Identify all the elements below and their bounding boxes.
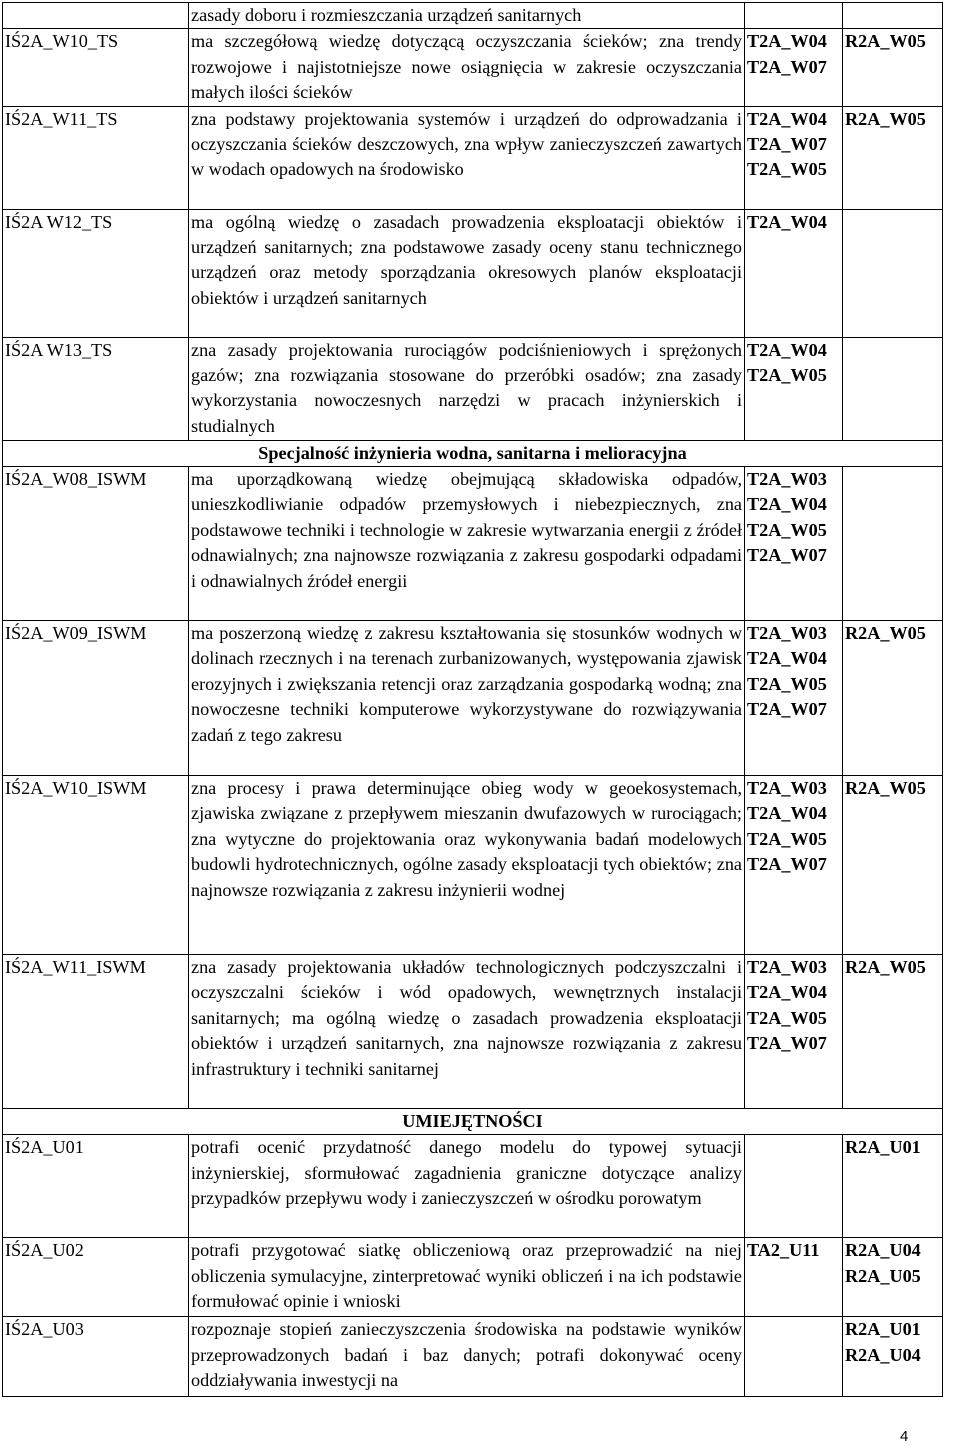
agricultural-outcome-refs [843, 106, 943, 209]
agricultural-outcome-ref: R2A_W05 [845, 778, 926, 799]
section-title: Specjalność inżynieria wodna, sanitarna i melioracyjna [258, 442, 687, 463]
section-title: UMIEJĘTNOŚCI [402, 1111, 543, 1132]
technical-outcome-ref: T2A_W05 [747, 1007, 827, 1028]
agricultural-outcome-refs [843, 337, 943, 440]
technical-outcome-ref: T2A_W04 [747, 982, 827, 1003]
technical-outcome-refs [745, 337, 843, 440]
page-number: 4 [900, 1428, 909, 1445]
agricultural-outcome-ref: R2A_U04 [845, 1240, 921, 1261]
technical-outcome-ref: T2A_W07 [747, 854, 827, 875]
technical-outcome-refs [745, 209, 843, 337]
technical-outcome-ref: T2A_W05 [747, 519, 827, 540]
technical-outcome-ref: T2A_W04 [747, 803, 827, 824]
outcome-description: zna procesy i prawa determinujące obieg wody w geoekosystemach, zjawiska związane z przepływem mieszanin dwufazowych w rurociągach; zna wytyczne do projektowania oraz wykonywania badań modelowych budowli hydrotechnicznych, ogólne zasady eksploatacji tych obiektów; zna najnowsze rozwiązania z zakresu inżynierii wodnej [189, 776, 745, 955]
outcome-description: potrafi przygotować siatkę obliczeniową oraz przeprowadzić na niej obliczenia symulacyjne, zinterpretować wyniki obliczeń i na ich podstawie formułować opinie i wnioski [189, 1238, 745, 1317]
agricultural-outcome-ref: R2A_U01 [845, 1137, 921, 1158]
outcome-description: ma poszerzoną wiedzę z zakresu kształtowania się stosunków wodnych w dolinach rzecznych i na terenach zurbanizowanych, występowania zjawisk erozyjnych i zwiększania retencji oraz zarządzania gospodarką wodną; zna nowoczesne techniki komputerowe wykorzystywane do rozwiązywania zadań z tego zakresu [189, 621, 745, 776]
technical-outcome-refs [745, 106, 843, 209]
table-row [3, 209, 943, 337]
technical-outcome-refs [745, 1238, 843, 1317]
outcome-code: IŚ2A_W10_TS [3, 29, 189, 106]
outcome-description: potrafi ocenić przydatność danego modelu do typowej sytuacji inżynierskiej, sformułować zagadnienia graniczne dotyczące analizy przypadków przepływu wody i zanieczyszczeń w ośrodku porowatym [189, 1135, 745, 1238]
technical-outcome-refs [745, 1135, 843, 1238]
table-row [3, 776, 943, 955]
technical-outcome-ref: T2A_W04 [747, 108, 827, 129]
agricultural-outcome-refs [843, 209, 943, 337]
table-row [3, 621, 943, 776]
outcome-description: ma uporządkowaną wiedzę obejmującą składowiska odpadów, unieszkodliwianie odpadów przemysłowych i niebezpiecznych, zna podstawowe techniki i technologie w zakresie wytwarzania energii z źródeł odnawialnych; zna najnowsze rozwiązania z zakresu gospodarki odpadami i odnawialnych źródeł energii [189, 467, 745, 621]
table-row [3, 1135, 943, 1238]
technical-outcome-ref: T2A_W05 [747, 365, 827, 386]
technical-outcome-refs [745, 1317, 843, 1397]
technical-outcome-ref: T2A_W03 [747, 469, 827, 490]
section-header-row [3, 440, 943, 466]
outcome-code: IŚ2A_W10_ISWM [3, 776, 189, 955]
agricultural-outcome-ref: R2A_W05 [845, 31, 926, 52]
agricultural-outcome-ref: R2A_U01 [845, 1319, 921, 1340]
agricultural-outcome-refs [843, 1135, 943, 1238]
outcome-code: IŚ2A W12_TS [3, 209, 189, 337]
technical-outcome-ref: T2A_W05 [747, 159, 827, 180]
technical-outcome-ref: T2A_W03 [747, 778, 827, 799]
agricultural-outcome-refs [843, 621, 943, 776]
table-row [3, 467, 943, 621]
outcome-code: IŚ2A_U01 [3, 1135, 189, 1238]
outcome-description: zna zasady projektowania układów technologicznych podczyszczalni i oczyszczalni ścieków i wód opadowych, wewnętrznych instalacji sanitarnych; ma ogólną wiedzę o zasadach prowadzenia eksploatacji obiektów i urządzeń sanitarnych, zna najnowsze rozwiązania z zakresu infrastruktury i techniki sanitarnej [189, 955, 745, 1109]
outcome-code: IŚ2A_W11_ISWM [3, 955, 189, 1109]
outcome-description: zasady doboru i rozmieszczania urządzeń sanitarnych [189, 3, 745, 29]
technical-outcome-ref: T2A_W03 [747, 623, 827, 644]
agricultural-outcome-refs [843, 467, 943, 621]
outcome-code: IŚ2A_U03 [3, 1317, 189, 1397]
technical-outcome-ref: T2A_W04 [747, 648, 827, 669]
outcome-description: zna podstawy projektowania systemów i urządzeń do odprowadzania i oczyszczania ścieków deszczowych, zna wpływ zanieczyszczeń zawartych w wodach opadowych na środowisko [189, 106, 745, 209]
table-row [3, 3, 943, 29]
technical-outcome-ref: T2A_W07 [747, 699, 827, 720]
technical-outcome-ref: T2A_W03 [747, 957, 827, 978]
agricultural-outcome-refs [843, 3, 943, 29]
agricultural-outcome-ref: R2A_U05 [845, 1265, 921, 1286]
technical-outcome-ref: T2A_W07 [747, 56, 827, 77]
technical-outcome-ref: T2A_W05 [747, 673, 827, 694]
technical-outcome-ref: T2A_W07 [747, 1033, 827, 1054]
technical-outcome-ref: T2A_W04 [747, 211, 827, 232]
outcome-description: ma szczegółową wiedzę dotyczącą oczyszczania ścieków; zna trendy rozwojowe i najistotniejsze nowe osiągnięcia w zakresie oczyszczania małych ilości ścieków [189, 29, 745, 106]
technical-outcome-refs [745, 467, 843, 621]
technical-outcome-refs [745, 955, 843, 1109]
agricultural-outcome-ref: R2A_W05 [845, 623, 926, 644]
table-row [3, 29, 943, 106]
outcome-code [3, 3, 189, 29]
technical-outcome-ref: T2A_W07 [747, 545, 827, 566]
technical-outcome-ref: T2A_W04 [747, 339, 827, 360]
table-row [3, 106, 943, 209]
technical-outcome-ref: T2A_W05 [747, 828, 827, 849]
learning-outcomes-table [2, 2, 943, 1397]
technical-outcome-refs [745, 621, 843, 776]
table-row [3, 1238, 943, 1317]
outcome-code: IŚ2A_U02 [3, 1238, 189, 1317]
outcome-description: ma ogólną wiedzę o zasadach prowadzenia eksploatacji obiektów i urządzeń sanitarnych; zna podstawowe zasady oceny stanu technicznego urządzeń oraz metody sporządzania okresowych planów eksploatacji obiektów i urządzeń sanitarnych [189, 209, 745, 337]
outcome-code: IŚ2A W13_TS [3, 337, 189, 440]
technical-outcome-refs [745, 29, 843, 106]
agricultural-outcome-ref: R2A_U04 [845, 1344, 921, 1365]
technical-outcome-ref: T2A_W07 [747, 134, 827, 155]
outcome-description: rozpoznaje stopień zanieczyszczenia środowiska na podstawie wyników przeprowadzonych badań i baz danych; potrafi dokonywać oceny oddziaływania inwestycji na [189, 1317, 745, 1397]
table-row [3, 955, 943, 1109]
agricultural-outcome-refs [843, 29, 943, 106]
technical-outcome-refs [745, 3, 843, 29]
outcome-code: IŚ2A_W08_ISWM [3, 467, 189, 621]
section-header-row [3, 1109, 943, 1135]
technical-outcome-ref: T2A_W04 [747, 494, 827, 515]
technical-outcome-ref: TA2_U11 [747, 1240, 820, 1261]
table-row [3, 337, 943, 440]
agricultural-outcome-ref: R2A_W05 [845, 108, 926, 129]
technical-outcome-ref: T2A_W04 [747, 31, 827, 52]
outcome-code: IŚ2A_W09_ISWM [3, 621, 189, 776]
agricultural-outcome-ref: R2A_W05 [845, 957, 926, 978]
table-row [3, 1317, 943, 1397]
agricultural-outcome-refs [843, 776, 943, 955]
outcome-code: IŚ2A_W11_TS [3, 106, 189, 209]
agricultural-outcome-refs [843, 1238, 943, 1317]
outcome-description: zna zasady projektowania rurociągów podciśnieniowych i sprężonych gazów; zna rozwiązania stosowane do przeróbki osadów; zna zasady wykorzystania nowoczesnych narzędzi w pracach inżynierskich i studialnych [189, 337, 745, 440]
technical-outcome-refs [745, 776, 843, 955]
agricultural-outcome-refs [843, 955, 943, 1109]
agricultural-outcome-refs [843, 1317, 943, 1397]
